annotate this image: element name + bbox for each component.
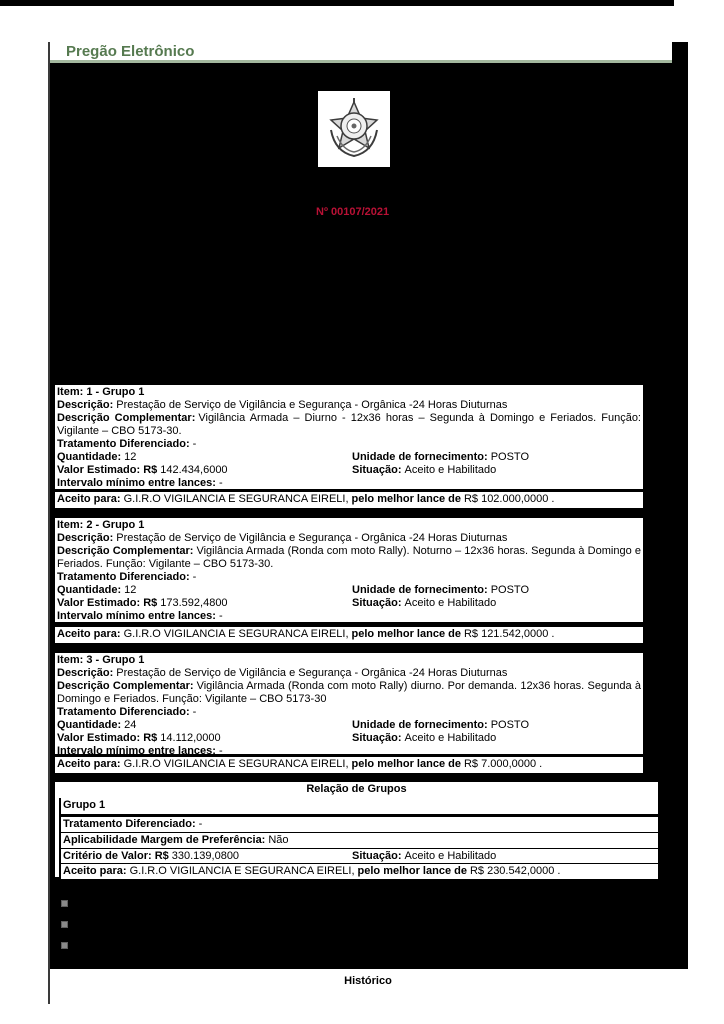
grupo-row-aceito (61, 864, 658, 879)
tratamento-value: - (192, 571, 197, 583)
situacao-value: Aceito e Habilitado (404, 464, 497, 476)
aceito-valor: R$ 102.000,0000 . (463, 493, 555, 505)
descricao-value: Prestação de Serviço de Vigilância e Segurança - Orgânica -24 Horas Diuturnas (116, 399, 508, 411)
item-2-box (55, 518, 643, 622)
situacao-label: Situação: (352, 464, 402, 476)
aceito-para-label: Aceito para: (57, 628, 121, 640)
quantidade-label: Quantidade: (57, 719, 122, 731)
descricao-value: Prestação de Serviço de Vigilância e Segurança - Orgânica -24 Horas Diuturnas (116, 667, 508, 679)
tratamento-value: - (192, 706, 197, 718)
item-title: Item: 1 - Grupo 1 (57, 386, 145, 398)
quantidade-value: 12 (124, 451, 137, 463)
page-title: Pregão Eletrônico (66, 43, 195, 60)
aceito-empresa: G.I.R.O VIGILANCIA E SEGURANCA EIRELI, (123, 628, 349, 640)
quantidade-value: 24 (124, 719, 137, 731)
descricao-complementar-value: Vigilância Armada (Ronda com moto Rally) diurno. Por demanda. 12x36 horas. Segunda à Domingo e Feriados. Função: Vigilante – CBO 5173-30 (57, 680, 641, 705)
redacted-right-column (672, 42, 688, 64)
valor-estimado-label: Valor Estimado: R$ (57, 464, 158, 476)
intervalo-label: Intervalo mínimo entre lances: (57, 477, 216, 489)
aplicabilidade-value: Não (268, 834, 289, 846)
quantidade-label: Quantidade: (57, 451, 122, 463)
item-3-aceito-box (55, 757, 643, 773)
item-title: Item: 2 - Grupo 1 (57, 519, 145, 531)
aceito-valor: R$ 121.542,0000 . (463, 628, 555, 640)
item-3-box (55, 653, 643, 754)
descricao-label: Descrição: (57, 399, 114, 411)
unidade-value: POSTO (490, 451, 529, 463)
valor-estimado-label: Valor Estimado: R$ (57, 597, 158, 609)
descricao-value: Prestação de Serviço de Vigilância e Segurança - Orgânica -24 Horas Diuturnas (116, 532, 508, 544)
redacted-bullet-icon (61, 921, 68, 928)
unidade-value: POSTO (490, 584, 529, 596)
melhor-lance-label: pelo melhor lance de (351, 493, 461, 505)
page-left-border (48, 42, 50, 1004)
criterio-valor-value: 330.139,0800 (171, 850, 240, 862)
aceito-valor: R$ 7.000,0000 . (463, 758, 543, 770)
grupo-title: Grupo 1 (63, 799, 106, 811)
descricao-complementar-value: Vigilância Armada (Ronda com moto Rally). Noturno – 12x36 horas. Segunda à Domingo e Feriados. Função: Vigilante – CBO 5173-30. (57, 545, 641, 570)
unidade-value: POSTO (490, 719, 529, 731)
redacted-bullet-icon (61, 942, 68, 949)
tratamento-label: Tratamento Diferenciado: (57, 706, 190, 718)
item-1-box (55, 385, 643, 489)
unidade-label: Unidade de fornecimento: (352, 451, 488, 463)
aceito-empresa: G.I.R.O VIGILANCIA E SEGURANCA EIRELI, (123, 493, 349, 505)
unidade-label: Unidade de fornecimento: (352, 584, 488, 596)
intervalo-value: - (218, 745, 223, 754)
valor-estimado-label: Valor Estimado: R$ (57, 732, 158, 744)
item-1-aceito-box (55, 492, 643, 508)
auction-number: Nº 00107/2021 (316, 206, 390, 218)
quantidade-label: Quantidade: (57, 584, 122, 596)
grupo-row-title (61, 798, 658, 814)
aceito-empresa: G.I.R.O VIGILANCIA E SEGURANCA EIRELI, (129, 865, 355, 877)
melhor-lance-label: pelo melhor lance de (351, 758, 461, 770)
intervalo-label: Intervalo mínimo entre lances: (57, 745, 216, 754)
valor-estimado-value: 14.112,0000 (160, 732, 221, 744)
aceito-empresa: G.I.R.O VIGILANCIA E SEGURANCA EIRELI, (123, 758, 349, 770)
criterio-valor-label: Critério de Valor: R$ (63, 850, 169, 862)
situacao-label: Situação: (352, 597, 402, 609)
tratamento-label: Tratamento Diferenciado: (57, 571, 190, 583)
aceito-para-label: Aceito para: (57, 758, 121, 770)
descricao-complementar-label: Descrição Complementar: (57, 680, 194, 692)
redacted-top-strip (0, 0, 674, 6)
redacted-bullet-icon (61, 900, 68, 907)
situacao-label: Situação: (352, 732, 402, 744)
unidade-label: Unidade de fornecimento: (352, 719, 488, 731)
melhor-lance-label: pelo melhor lance de (351, 628, 461, 640)
descricao-complementar-label: Descrição Complementar: (57, 545, 194, 557)
aceito-para-label: Aceito para: (63, 865, 127, 877)
historico-section-header: Histórico (48, 969, 688, 1001)
situacao-value: Aceito e Habilitado (404, 732, 497, 744)
valor-estimado-value: 142.434,6000 (160, 464, 228, 476)
tratamento-value: - (192, 438, 197, 450)
aceito-valor: R$ 230.542,0000 . (469, 865, 561, 877)
descricao-label: Descrição: (57, 532, 114, 544)
melhor-lance-label: pelo melhor lance de (357, 865, 467, 877)
grupo-row-criterio (61, 849, 658, 863)
quantidade-value: 12 (124, 584, 137, 596)
situacao-label: Situação: (352, 850, 402, 862)
tratamento-label: Tratamento Diferenciado: (57, 438, 190, 450)
item-title: Item: 3 - Grupo 1 (57, 654, 145, 666)
descricao-label: Descrição: (57, 667, 114, 679)
brazil-coat-of-arms-icon (323, 96, 385, 162)
coat-of-arms-box (318, 91, 390, 167)
situacao-value: Aceito e Habilitado (404, 597, 497, 609)
intervalo-value: - (218, 610, 223, 622)
intervalo-value: - (218, 477, 223, 489)
grupo-row-aplicabilidade (61, 833, 658, 848)
grupos-left-gutter (55, 798, 59, 877)
aceito-para-label: Aceito para: (57, 493, 121, 505)
tratamento-value: - (198, 818, 203, 830)
intervalo-label: Intervalo mínimo entre lances: (57, 610, 216, 622)
aplicabilidade-label: Aplicabilidade Margem de Preferência: (63, 834, 266, 846)
tratamento-label: Tratamento Diferenciado: (63, 818, 196, 830)
redacted-body-region (48, 63, 688, 969)
item-2-aceito-box (55, 627, 643, 643)
grupos-header: Relação de Grupos (55, 782, 658, 798)
descricao-complementar-label: Descrição Complementar: (57, 412, 196, 424)
situacao-value: Aceito e Habilitado (404, 850, 497, 862)
valor-estimado-value: 173.592,4800 (160, 597, 228, 609)
descricao-complementar-value: Vigilância Armada – Diurno - 12x36 horas – Segunda à Domingo e Feriados. Função: Vigilante – CBO 5173-30. (57, 412, 641, 437)
grupo-row-tratamento (61, 817, 658, 832)
